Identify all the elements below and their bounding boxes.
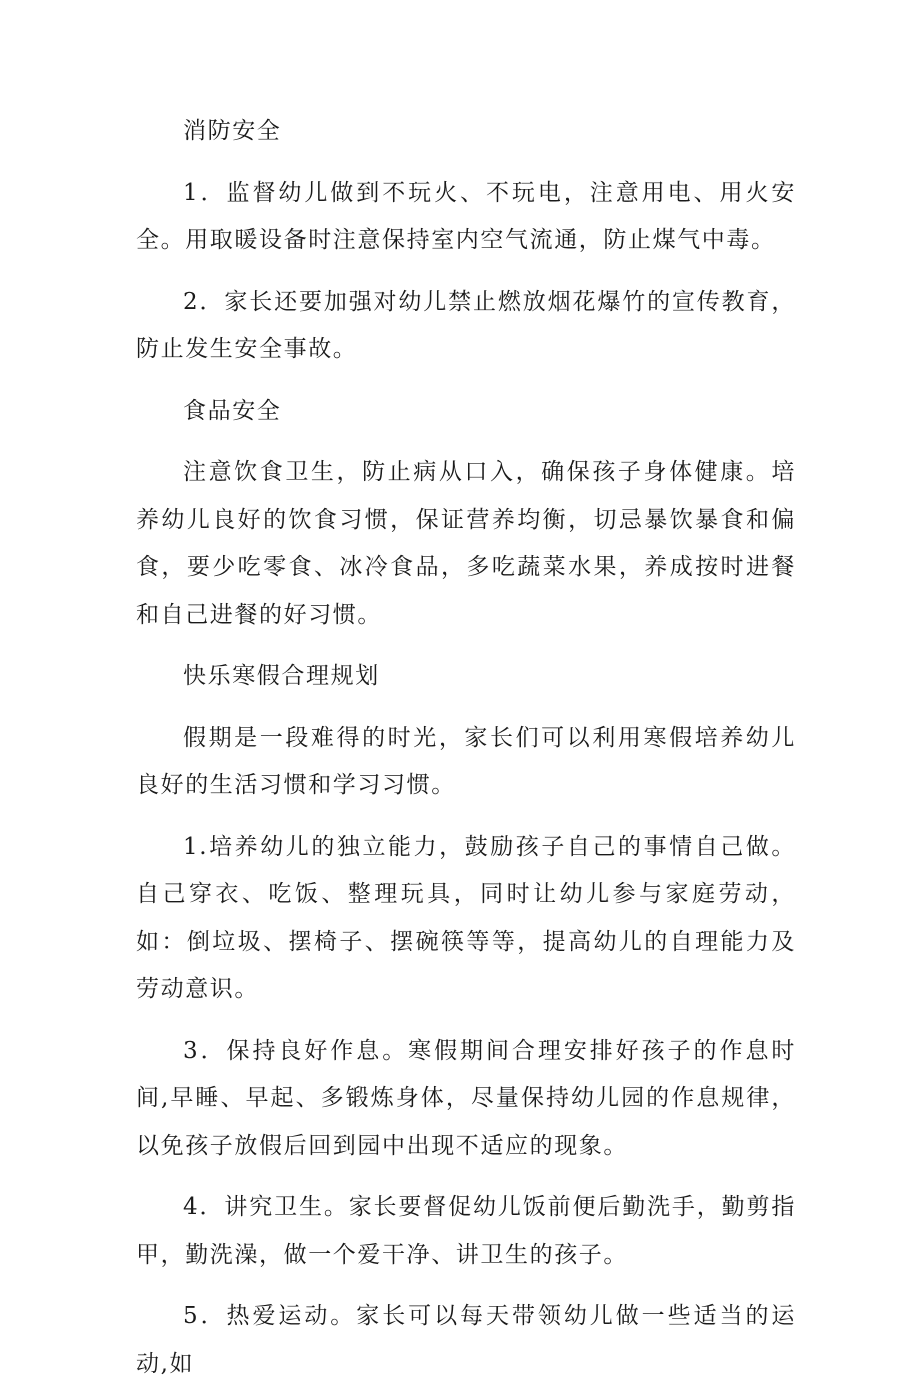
paragraph-fire-safety-1: 1．监督幼儿做到不玩火、不玩电，注意用电、用火安全。用取暖设备时注意保持室内空气流通，防止煤气中毒。 — [136, 179, 796, 253]
document-body — [136, 108, 796, 1388]
section-heading-winter-plan: 快乐寒假合理规划 — [183, 663, 380, 689]
paragraph-winter-plan-3: 3．保持良好作息。寒假期间合理安排好孩子的作息时间,早睡、早起、多锻炼身体，尽量保持幼儿园的作息规律，以免孩子放假后回到园中出现不适应的现象。 — [136, 1037, 796, 1159]
paragraph-fire-safety-2: 2．家长还要加强对幼儿禁止燃放烟花爆竹的宣传教育，防止发生安全事故。 — [136, 288, 796, 362]
section-heading-food-safety: 食品安全 — [183, 397, 282, 424]
paragraph-winter-plan-1: 1.培养幼儿的独立能力，鼓励孩子自己的事情自己做。自己穿衣、吃饭、整理玩具，同时让幼儿参与家庭劳动，如：倒垃圾、摆椅子、摆碗筷等等，提高幼儿的自理能力及劳动意识。 — [136, 833, 796, 1002]
paragraph-winter-plan-5: 5．热爱运动。家长可以每天带领幼儿做一些适当的运动,如 — [136, 1303, 796, 1377]
section-heading-fire-safety: 消防安全 — [183, 118, 282, 144]
paragraph-winter-plan-intro: 假期是一段难得的时光，家长们可以利用寒假培养幼儿良好的生活习惯和学习习惯。 — [136, 724, 796, 798]
paragraph-winter-plan-4: 4．讲究卫生。家长要督促幼儿饭前便后勤洗手，勤剪指甲，勤洗澡，做一个爱干净、讲卫生的孩子。 — [136, 1194, 796, 1268]
paragraph-food-safety-1: 注意饮食卫生，防止病从口入，确保孩子身体健康。培养幼儿良好的饮食习惯，保证营养均衡，切忌暴饮暴食和偏食，要少吃零食、冰冷食品，多吃蔬菜水果，养成按时进餐和自己进餐的好习惯。 — [136, 459, 796, 628]
